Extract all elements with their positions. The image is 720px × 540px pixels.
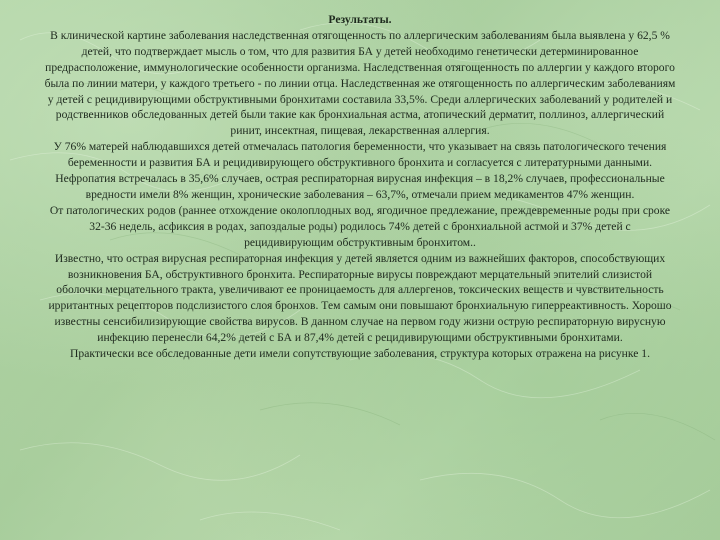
paragraph-heredity: В клинической картине заболевания наследственная отягощенность по аллергическим заболеваниям была выявлена у 62,5 % детей, что подтверждает мысль о том, что для развития БА у детей необходимо генетически детерминированное предрасположение, иммунологические особенности организма. Наследственная отягощенность по аллергии у каждого второго была по линии матери, у каждого третьего - по линии отца. Наследственная же отягощенность по аллергическим заболеваниям у детей с рецидивирующими обструктивными бронхитами составила 33,5%. Среди аллергических заболеваний у родителей и родственников обследованных детей были такие как бронхиальная астма, атопический дерматит, поллиноз, аллергический ринит, инсектная, пищевая, лекарственная аллергия. [44, 28, 676, 138]
paragraph-births: От патологических родов (раннее отхождение околоплодных вод, ягодичное предлежание, преждевременные роды при сроке 32-36 недель, асфиксия в родах, запоздалые роды) родилось 74% детей с бронхиальной астмой и 37% детей с рецидивирующим обструктивным бронхитом.. [49, 203, 671, 249]
slide-body [44, 12, 676, 362]
slide-title: Результаты. [328, 13, 392, 26]
paragraph-viral-infection: Известно, что острая вирусная респираторная инфекция у детей является одним из важнейших факторов, способствующих возникновения БА, обструктивного бронхита. Респираторные вирусы повреждают мерцательный эпителий слизистой оболочки мерцательного тракта, увеличивают ее проницаемость для аллергенов, токсических веществ и чувствительность ирритантных рецепторов подслизистого слоя бронхов. Тем самым они повышают бронхиальную гиперреактивность. Хорошо известны сенсибилизирующие свойства вирусов. В данном случае на первом году жизни острую респираторную вирусную инфекцию перенесли 64,2% детей с БА и 87,4% детей с рецидивирующими обструктивными бронхитами. [48, 251, 672, 345]
paragraph-pregnancy: У 76% матерей наблюдавшихся детей отмечалась патология беременности, что указывает на связь патологического течения беременности и развития БА и рецидивирующего обструктивного бронхита и согласуется с литературными данными. Нефропатия встречалась в 35,6% случаев, острая респираторная вирусная инфекция – в 18,2% случаев, профессиональные вредности имели 8% женщин, хронические заболевания – 63,7%, отмечали прием медикаментов 47% женщин. [53, 140, 667, 201]
paragraph-comorbidities: Практически все обследованные дети имели сопутствующие заболевания, структура которых отражена на рисунке 1. [70, 347, 650, 361]
